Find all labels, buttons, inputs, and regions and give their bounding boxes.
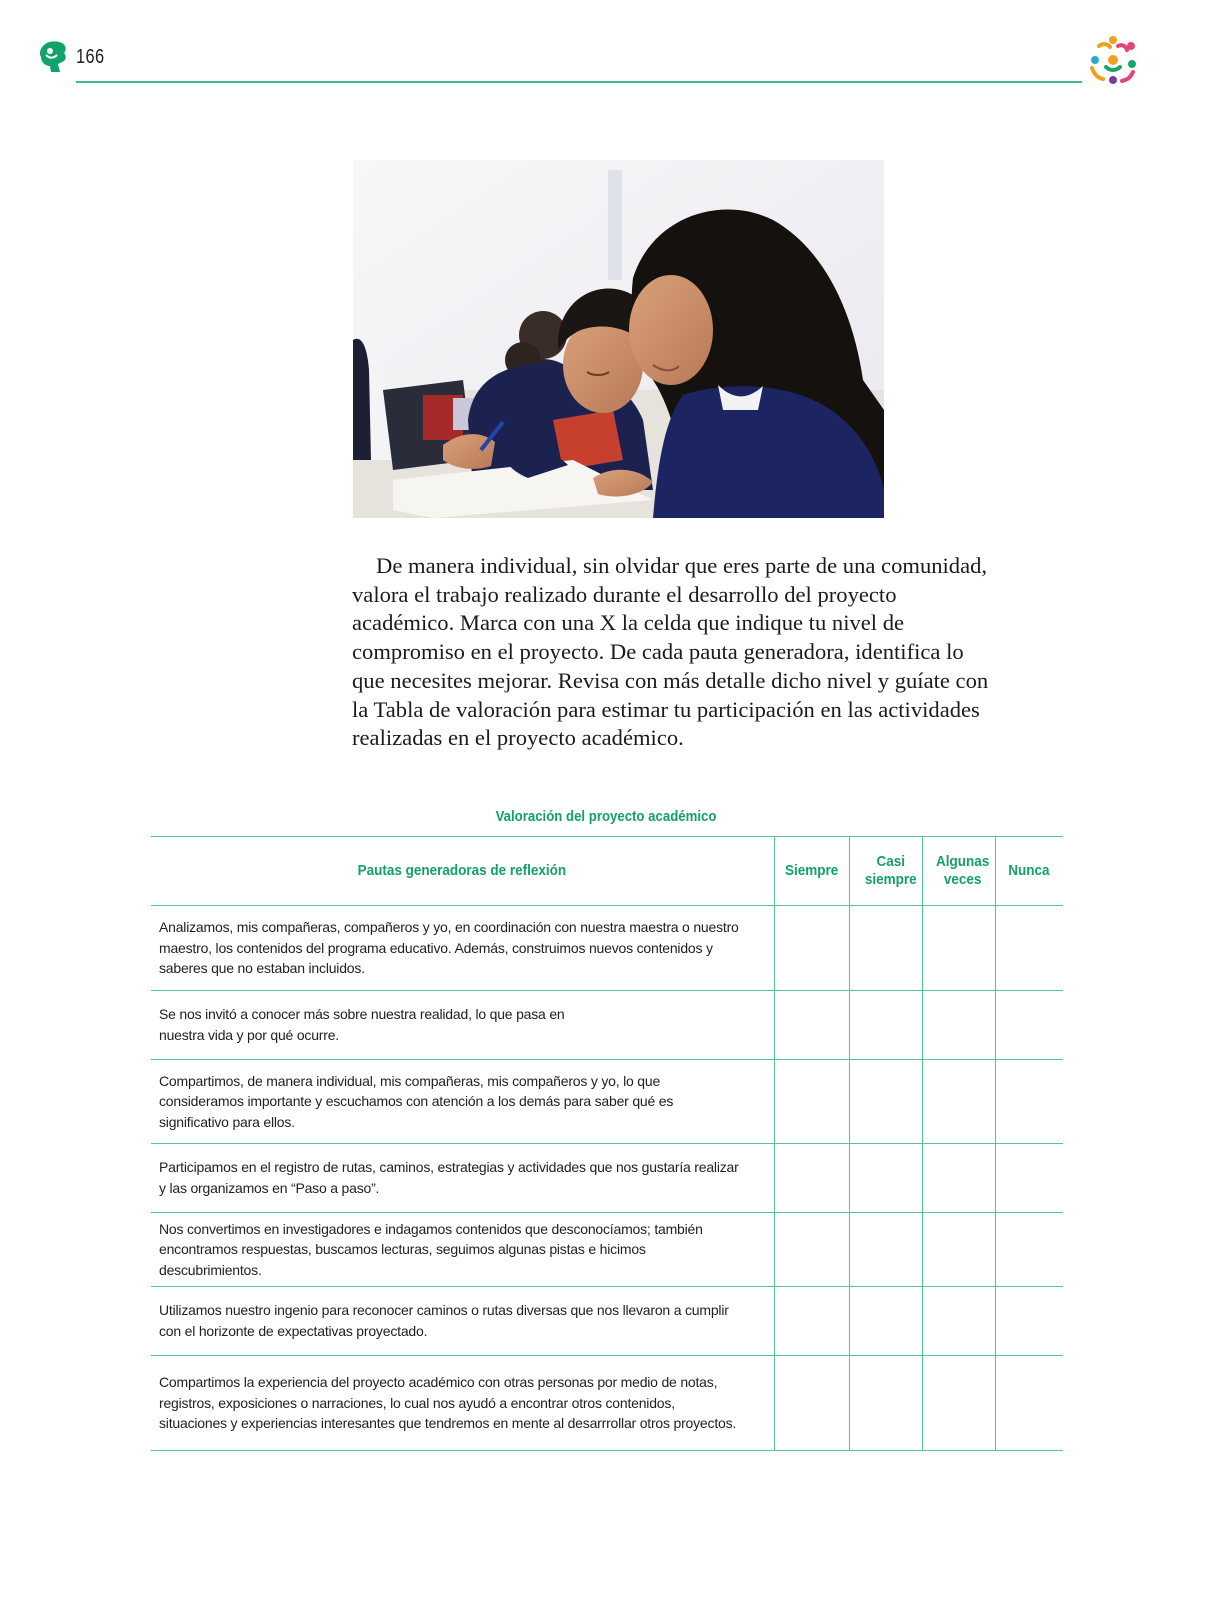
always-check-cell[interactable] bbox=[774, 1144, 849, 1213]
almost-always-check-cell[interactable] bbox=[849, 991, 922, 1060]
criterion-cell: Utilizamos nuestro ingenio para reconocer caminos o rutas diversas que nos llevaron a cumplir con el horizonte de expectativas proyectado. bbox=[151, 1287, 774, 1356]
almost-always-check-cell[interactable] bbox=[849, 1060, 922, 1144]
table-row bbox=[151, 1060, 1063, 1144]
criteria-column-header: Pautas generadoras de reflexión bbox=[151, 837, 774, 906]
criterion-cell: Analizamos, mis compañeras, compañeros y yo, en coordinación con nuestra maestra o nuestro maestro, los contenidos del programa educativo. Además, construimos nuevos contenidos y saberes que no estaban incluidos. bbox=[151, 906, 774, 991]
table-row bbox=[151, 1213, 1063, 1287]
table-header-row bbox=[151, 837, 1063, 906]
almost-always-check-cell[interactable] bbox=[849, 1356, 922, 1451]
sometimes-check-cell[interactable] bbox=[922, 1213, 995, 1287]
sometimes-check-cell[interactable] bbox=[922, 906, 995, 991]
always-check-cell[interactable] bbox=[774, 1060, 849, 1144]
sometimes-check-cell[interactable] bbox=[922, 1060, 995, 1144]
students-working-together-photo bbox=[353, 160, 884, 518]
almost-always-check-cell[interactable] bbox=[849, 1287, 922, 1356]
almost-always-column-header: Casi siempre bbox=[849, 837, 922, 906]
table-row bbox=[151, 1287, 1063, 1356]
evaluation-table bbox=[151, 836, 1063, 1451]
criterion-cell: Nos convertimos en investigadores e indagamos contenidos que desconocíamos; también encontramos respuestas, buscamos lecturas, seguimos algunas pistas e hicimos descubrimientos. bbox=[151, 1213, 774, 1287]
always-check-cell[interactable] bbox=[774, 906, 849, 991]
never-check-cell[interactable] bbox=[995, 1287, 1063, 1356]
table-row bbox=[151, 1356, 1063, 1451]
never-check-cell[interactable] bbox=[995, 1356, 1063, 1451]
sometimes-check-cell[interactable] bbox=[922, 1144, 995, 1213]
always-check-cell[interactable] bbox=[774, 991, 849, 1060]
never-check-cell[interactable] bbox=[995, 991, 1063, 1060]
almost-always-check-cell[interactable] bbox=[849, 1213, 922, 1287]
table-row bbox=[151, 1144, 1063, 1213]
criterion-cell: Compartimos, de manera individual, mis compañeras, mis compañeros y yo, lo que consideramos importante y escuchamos con atención a los demás para saber qué es significativo para ellos. bbox=[151, 1060, 774, 1144]
criterion-cell: Se nos invitó a conocer más sobre nuestra realidad, lo que pasa en nuestra vida y por qué ocurre. bbox=[151, 991, 774, 1060]
always-check-cell[interactable] bbox=[774, 1213, 849, 1287]
criterion-cell: Participamos en el registro de rutas, caminos, estrategias y actividades que nos gustaría realizar y las organizamos en “Paso a paso”. bbox=[151, 1144, 774, 1213]
page-number: 166 bbox=[76, 46, 105, 68]
always-check-cell[interactable] bbox=[774, 1356, 849, 1451]
sometimes-check-cell[interactable] bbox=[922, 1356, 995, 1451]
almost-always-check-cell[interactable] bbox=[849, 1144, 922, 1213]
never-check-cell[interactable] bbox=[995, 1213, 1063, 1287]
sometimes-column-header: Algunas veces bbox=[922, 837, 995, 906]
never-check-cell[interactable] bbox=[995, 906, 1063, 991]
criterion-cell: Compartimos la experiencia del proyecto académico con otras personas por medio de notas, registros, exposiciones o narraciones, lo cual nos ayudó a encontrar otros contenidos, situaciones y experiencias interesantes que tendremos en mente al desarrrollar otros proyectos. bbox=[151, 1356, 774, 1451]
almost-always-check-cell[interactable] bbox=[849, 906, 922, 991]
never-check-cell[interactable] bbox=[995, 1060, 1063, 1144]
always-check-cell[interactable] bbox=[774, 1287, 849, 1356]
always-column-header: Siempre bbox=[774, 837, 849, 906]
sometimes-check-cell[interactable] bbox=[922, 1287, 995, 1356]
table-row bbox=[151, 991, 1063, 1060]
table-row bbox=[151, 906, 1063, 991]
never-check-cell[interactable] bbox=[995, 1144, 1063, 1213]
never-column-header: Nunca bbox=[995, 837, 1063, 906]
colorful-people-circle-logo bbox=[1086, 34, 1140, 86]
table-title: Valoración del proyecto académico bbox=[495, 808, 717, 825]
header-divider bbox=[76, 81, 1082, 83]
sometimes-check-cell[interactable] bbox=[922, 991, 995, 1060]
green-leaf-head-icon bbox=[38, 40, 68, 74]
instructions-paragraph: De manera individual, sin olvidar que eres parte de una comunidad, valora el trabajo realizado durante el desarrollo del proyecto académico. Marca con una X la celda que indique tu nivel de compromiso en el proyecto. De cada pauta generadora, identifica lo que necesites mejorar. Revisa con más detalle dicho nivel y guíate con la Tabla de valoración para estimar tu participación en las actividades realizadas en el proyecto académico. bbox=[352, 553, 989, 751]
